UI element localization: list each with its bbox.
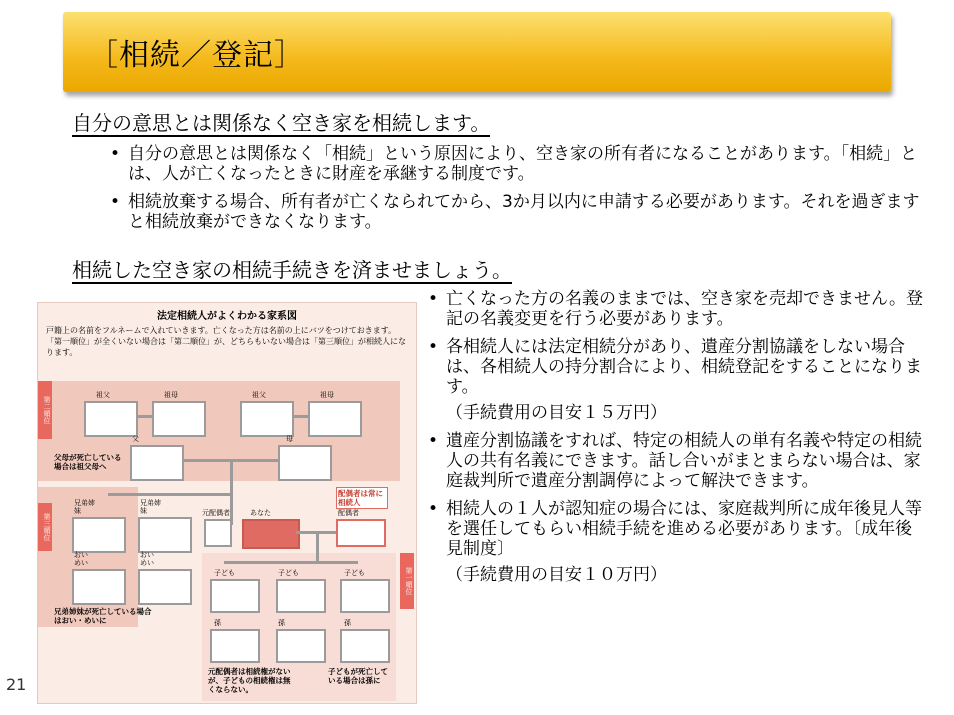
spouse-box (336, 519, 386, 547)
cost-note: （手続費用の目安１５万円） (446, 403, 667, 423)
label-spouse: 配偶者 (338, 509, 359, 517)
label-grandmother: 祖母 (320, 391, 334, 399)
section1-list (110, 144, 920, 240)
list-item: • 相続人の１人が認知症の場合には、家庭裁判所に成年後見人等を選任してもらい相続手続を進める必要があります。〔成年後見制度〕 （手続費用の目安１０万円） (428, 499, 928, 585)
child-box (210, 579, 260, 613)
nephew-box (138, 569, 192, 605)
label-nephew: おいめい (140, 551, 154, 567)
label-grandfather: 祖父 (252, 391, 266, 399)
note-ex-spouse: 元配偶者は相続権がないが、子どもの相続権は無くならない。 (208, 667, 291, 694)
connector-line (224, 561, 358, 564)
label-sibling: 兄弟姉妹 (140, 499, 161, 515)
tab-third: 第三順位 (38, 503, 52, 551)
grandchild-box (210, 629, 260, 663)
label-child: 子ども (278, 569, 299, 577)
label-child: 子ども (344, 569, 365, 577)
note-parents: 父母が死亡している場合は祖父母へ (54, 453, 122, 471)
label-ex-spouse: 元配偶者 (202, 509, 230, 517)
list-item: • 各相続人には法定相続分があり、遺産分割協議をしない場合は、各相続人の持分割合により、相続登記をすることになります。 （手続費用の目安１５万円） (428, 337, 928, 423)
connector-line (292, 415, 310, 418)
grandchild-box (276, 629, 326, 663)
list-item: • 相続放棄する場合、所有者が亡くなられてから、3か月以内に申請する必要があります。それを過ぎますと相続放棄ができなくなります。 (110, 192, 920, 232)
list-item: • 自分の意思とは関係なく「相続」という原因により、空き家の所有者になることがあります。「相続」とは、人が亡くなったときに財産を承継する制度です。 (110, 144, 920, 184)
label-grandchild: 孫 (344, 619, 351, 627)
nephew-box (72, 569, 126, 605)
note-children: 子どもが死亡している場合は孫に (328, 667, 388, 685)
child-box (276, 579, 326, 613)
label-mother: 母 (286, 435, 293, 443)
sibling-box (138, 517, 192, 553)
section2-list (428, 289, 928, 593)
connector-line (316, 533, 319, 561)
mother-box (278, 445, 332, 481)
label-nephew: おいめい (74, 551, 88, 567)
label-child: 子ども (214, 569, 235, 577)
tab-first: 第一順位 (400, 553, 414, 609)
connector-line (136, 415, 154, 418)
note-siblings: 兄弟姉妹が死亡している場合はおい・めいに (54, 607, 152, 625)
section1-heading: 自分の意思とは関係なく空き家を相続します。 (72, 111, 491, 135)
diagram-description: 戸籍上の名前をフルネームで入れていきます。亡くなった方は名前の上にバツをつけておきます。「第一順位」が全くいない場合は「第二順位」が、どちらもいない場合は「第三順位」が相続人になります。 (46, 326, 406, 357)
father-box (130, 445, 184, 481)
label-grandmother: 祖母 (164, 391, 178, 399)
diagram-title: 法定相続人がよくわかる家系図 (157, 311, 297, 322)
grandmother-box (308, 401, 362, 437)
grandmother-box (152, 401, 206, 437)
connector-line (230, 461, 233, 525)
label-grandfather: 祖父 (96, 391, 110, 399)
cost-note: （手続費用の目安１０万円） (446, 565, 667, 585)
ex-spouse-box (204, 519, 232, 547)
label-you: あなた (250, 509, 271, 517)
tab-second: 第二順位 (38, 381, 52, 439)
section2-heading: 相続した空き家の相続手続きを済ませましょう。 (72, 258, 512, 282)
you-box (242, 519, 300, 549)
list-item: • 遺産分割協議をすれば、特定の相続人の単有名義や特定の相続人の共有名義にできます。話し合いがまとまらない場合は、家庭裁判所で遺産分割調停によって解決できます。 (428, 431, 928, 491)
slide-title: ［相続／登記］ (88, 38, 305, 73)
list-item: • 亡くなった方の名義のままでは、空き家を売却できません。登記の名義変更を行う必要があります。 (428, 289, 928, 329)
grandchild-box (340, 629, 390, 663)
grandfather-box (84, 401, 138, 437)
note-spouse: 配偶者は常に相続人 (336, 487, 388, 509)
label-grandchild: 孫 (214, 619, 221, 627)
label-father: 父 (132, 435, 139, 443)
family-tree-diagram (37, 302, 417, 704)
child-box (340, 579, 390, 613)
page-number: 21 (6, 675, 27, 694)
connector-line (108, 493, 230, 496)
label-sibling: 兄弟姉妹 (74, 499, 95, 515)
sibling-box (72, 517, 126, 553)
grandfather-box (240, 401, 294, 437)
label-grandchild: 孫 (278, 619, 285, 627)
